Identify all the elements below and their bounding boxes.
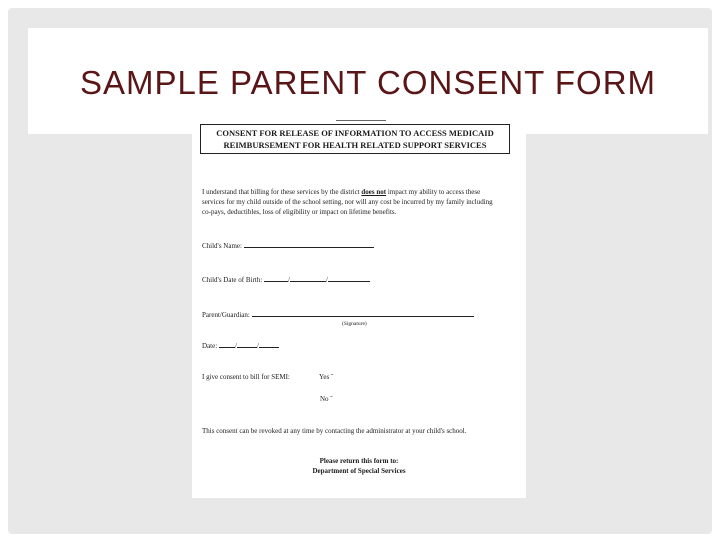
yes-option[interactable]: Yes ˆ <box>319 373 334 381</box>
date-row <box>202 340 279 351</box>
dob-separator: / <box>325 276 328 284</box>
intro-emphasis: does not <box>361 188 387 196</box>
child-dob-row <box>202 274 370 285</box>
child-name-row <box>202 240 374 251</box>
parent-guardian-row <box>202 309 474 320</box>
revoke-notice: This consent can be revoked at any time by contacting the administrator at your child's school. <box>202 427 467 435</box>
date-month-field[interactable] <box>219 340 235 348</box>
signature-caption: (Signature) <box>342 321 367 327</box>
intro-text-end: impact my ability to access these services for my child outside of the school setting, nor will any cost be incurred by my family including co-pays, deductibles, loss of eligibility or impact on lifetime benefits. <box>202 188 493 216</box>
parent-guardian-label: Parent/Guardian: <box>202 311 250 319</box>
parent-signature-field[interactable] <box>252 309 474 317</box>
form-heading-line-2: REIMBURSEMENT FOR HEALTH RELATED SUPPORT SERVICES <box>223 140 487 150</box>
dob-year-field[interactable] <box>325 274 370 284</box>
date-separator: / <box>234 342 237 350</box>
dob-separator: / <box>287 276 290 284</box>
child-dob-label: Child's Date of Birth: <box>202 276 263 284</box>
return-department: Department of Special Services <box>312 467 406 475</box>
form-heading-box <box>200 124 510 154</box>
form-heading-line-1: CONSENT FOR RELEASE OF INFORMATION TO ACCESS MEDICAID <box>216 128 494 138</box>
intro-text-start: I understand that billing for these services by the district <box>202 188 362 196</box>
dob-month-field[interactable] <box>264 274 288 282</box>
intro-paragraph <box>202 187 502 217</box>
consent-question: I give consent to bill for SEMI: <box>202 373 290 381</box>
dob-day-field[interactable] <box>287 274 326 284</box>
child-name-label: Child's Name: <box>202 242 242 250</box>
consent-form-document <box>192 116 526 498</box>
child-name-field[interactable] <box>244 240 374 248</box>
return-instruction: Please return this form to: <box>319 457 399 465</box>
slide-title: SAMPLE PARENT CONSENT FORM <box>79 64 657 101</box>
date-year-field[interactable] <box>256 340 279 350</box>
no-option[interactable]: No ˆ <box>320 395 333 403</box>
date-day-field[interactable] <box>234 340 257 350</box>
date-label: Date: <box>202 342 218 350</box>
date-separator: / <box>256 342 259 350</box>
top-rule <box>336 120 386 121</box>
